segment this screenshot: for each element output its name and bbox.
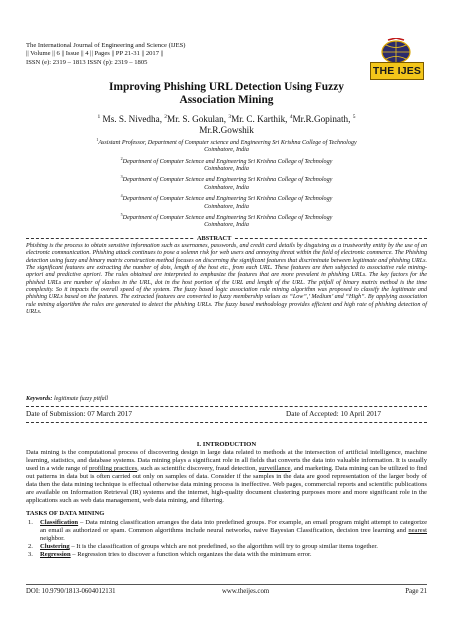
surveillance-link[interactable]: surveillance: [258, 465, 291, 473]
list-item-number: 3.: [28, 551, 33, 559]
dates-bottom-divider: [26, 422, 427, 423]
introduction-paragraph: [26, 449, 427, 505]
intro-text-2: , such as scientific discovery, fraud detection,: [137, 465, 259, 473]
affiliation-4-number: 4: [120, 193, 123, 199]
journal-logo: [370, 38, 422, 80]
affiliation-3-number: 3: [120, 174, 123, 180]
affiliation-2-text: Department of Computer Science and Engineering Sri Krishna College of Technology: [122, 158, 333, 165]
author-list: [30, 112, 423, 136]
author-1: Ms. S. Nivedha,: [102, 114, 162, 125]
author-3-number: 3: [228, 114, 232, 120]
affiliation-list: [30, 136, 423, 230]
footer-doi: DOI: 10.9790/1813-0604012131: [26, 588, 116, 595]
tasks-list: [26, 519, 427, 559]
title-line-1: Improving Phishing URL Detection Using Fuzzy: [109, 81, 344, 93]
affiliation-4-city: Coimbatore, India: [204, 203, 249, 210]
paper-title: [60, 81, 393, 107]
submission-date: Date of Submission: 07 March 2017: [26, 409, 132, 418]
abstract-text: Phishing is the process to obtain sensitive information such as usernames, passwords, and credit card details by disguising as a trustworthy entity by the use of an electronic communication. Phishing attack continues to pose a solemn risk for web users and annoying threat within the field of electronic commerce. The Phishing detection using fuzzy and binary matrix construction method focuses on discerning the significant features that discriminate between legitimate and phishing URLs. The significant features are extracting the number of dots, length of the host etc., from each URL. These features are then subjected to associative rule mining-apriori and predictive apriori. The rules obtained are interpreted to emphasize the features that are more prevalent in phishing URLs. The key factors for the phished URLs are number of slashes in the URL, dot in the host portion of the URL and length of the URL. The pitfall of binary matrix method is the time complexity. So it impacts the overall speed of the system. The fuzzy based logic association rule mining algorithm was proposed to classify the legitimate and phishing URLs based on the features. The extracted features are converted to fuzzy membership values as “Low”,’ Medium’ and “High”. By applying association rule mining algorithm the rules are generated to detect the phishing URLs. The fuzzy based methodology provides efficient and high rate of phishing detection of URLs.: [26, 243, 427, 316]
affiliation-2-number: 2: [120, 155, 123, 161]
regression-link[interactable]: Regression: [40, 551, 71, 559]
list-item: [26, 551, 427, 559]
journal-name: The International Journal of Engineering and Science (IJES): [26, 42, 186, 49]
list-item: [26, 543, 427, 551]
author-4-number: 4: [289, 114, 293, 120]
author-4: Mr.R.Gopinath,: [292, 114, 351, 125]
intro-text-3: , and marketing. Data mining can be utilized to find out patterns in data but is often carried out only on samples of data. Consider if the samples in the data are good representation of the larger body of data then the data mining technique is effectual otherwise data mining process is ineffective. Web pages, commercial reports and scientific publications are available on Information Retrieval (IR) systems and the internet, high-quality document clustering purposes more and more significant role in the applications such as web data management, web data mining, and filtering.: [26, 465, 427, 505]
affiliation-4: [30, 192, 423, 203]
affiliation-3: [30, 173, 423, 184]
author-2-number: 2: [164, 114, 168, 120]
clustering-link[interactable]: Clustering: [40, 543, 70, 551]
affiliation-1: [30, 136, 423, 147]
profiling-practices-link[interactable]: profiling practices: [89, 465, 138, 473]
affiliation-2: [30, 155, 423, 166]
dates-top-divider: [26, 406, 427, 407]
nearest-link[interactable]: nearest: [408, 527, 427, 535]
affiliation-1-text: Assistant Professor, Department of Computer science and Engineering Sri Krishna College of Technology: [98, 140, 357, 147]
author-3: Mr. C. Karthik,: [231, 114, 288, 125]
journal-issn: ISSN (e): 2319 – 1813 ISSN (p): 2319 – 1805: [26, 58, 148, 66]
list-item-text: – Data mining classification arranges the data into predefined groups. For example, an email program might attempt to categorize an email as authorized or spam. Common algorithms include neural networks, naive Bayesian Classification, decision tree learning and: [40, 519, 427, 535]
tasks-heading: TASKS OF DATA MINING: [26, 510, 105, 517]
list-item: [26, 519, 427, 543]
journal-header: [26, 42, 326, 67]
affiliation-5-number: 5: [120, 211, 123, 217]
affiliation-1-city: Coimbatore, India: [204, 147, 249, 154]
footer-page-number: Page 21: [405, 588, 427, 595]
section-heading-introduction: I. INTRODUCTION: [196, 441, 257, 448]
author-5: Mr.R.Gowshik: [199, 125, 254, 136]
footer-website[interactable]: www.theijes.com: [222, 588, 270, 595]
intro-text-1: Data mining is the computational process of discovering design in large data related to methods at the intersection of artificial intelligence, machine learning, statistics, and database systems. Data mining plays a significant role in all fields that converts the data into valuable information. It is usually used in a wide range of: [26, 449, 427, 473]
list-item-text-end: neighbor.: [40, 535, 65, 543]
author-1-number: 1: [97, 114, 101, 120]
affiliation-4-text: Department of Computer Science and Engineering Sri Krishna College of Technology: [122, 196, 333, 203]
logo-text: THE IJES: [370, 62, 424, 80]
classification-link[interactable]: Classification: [40, 519, 79, 526]
affiliation-5-text: Department of Computer Science and Engineering Sri Krishna College of Technology: [122, 214, 333, 221]
affiliation-1-number: 1: [96, 137, 99, 142]
journal-volume: || Volume || 6 || Issue || 4 || Pages || PP 21-31 || 2017 ||: [26, 50, 164, 58]
affiliation-3-city: Coimbatore, India: [204, 184, 249, 191]
keywords: [26, 396, 427, 403]
affiliation-3-text: Department of Computer Science and Engineering Sri Krishna College of Technology: [122, 177, 333, 184]
footer-divider: [26, 584, 427, 585]
author-5-number: 5: [352, 114, 356, 120]
accepted-date: Date of Accepted: 10 April 2017: [286, 409, 382, 418]
keywords-label: Keywords:: [26, 396, 53, 402]
keywords-value: legitimate fuzzy pitfall: [53, 396, 109, 402]
list-item-number: 1.: [28, 519, 33, 526]
list-item-text: – Regression tries to discover a function which organizes the data with the minimum error.: [70, 551, 312, 559]
title-line-2: Association Mining: [179, 94, 274, 106]
affiliation-5-city: Coimbatore, India: [204, 222, 249, 229]
affiliation-2-city: Coimbatore, India: [204, 166, 249, 173]
author-2: Mr. S. Gokulan,: [167, 114, 227, 125]
affiliation-5: [30, 211, 423, 222]
list-item-text: – It is the classification of groups which are not predefined, so the algorithm will try to group similar items together.: [69, 543, 378, 551]
list-item-number: 2.: [28, 543, 33, 551]
abstract-heading: ABSTRACT: [197, 235, 232, 242]
globe-emblem-icon: [378, 38, 414, 64]
